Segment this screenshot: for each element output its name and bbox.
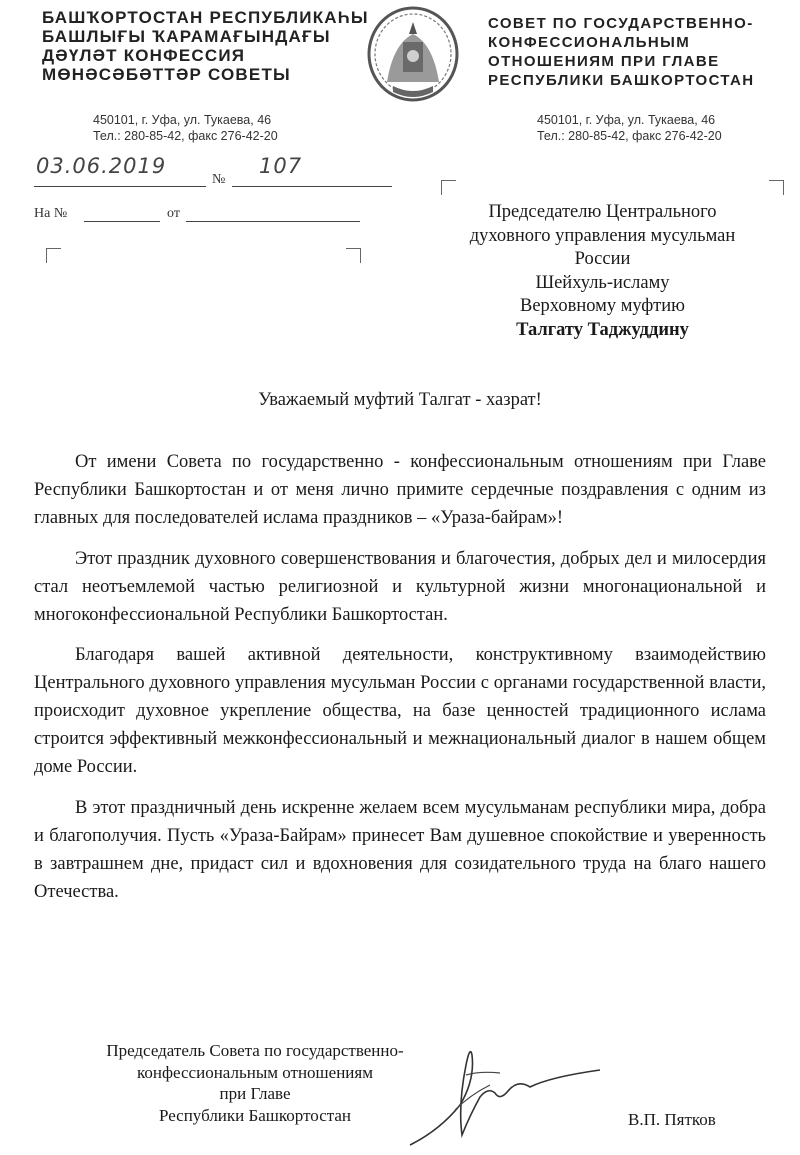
- incoming-reference: [34, 204, 364, 228]
- addressee-line: духовного управления мусульман: [469, 225, 736, 246]
- signer-title-line: Республики Башкортостан: [158, 1105, 352, 1125]
- address-left: [93, 112, 278, 144]
- body-paragraph: Благодаря вашей активной деятельности, конструктивному взаимодействию Центрального духовного управления мусульман России с органами государственной власти, происходит духовное укрепление общества, на базе ценностей традиционного ислама строится эффективный межконфессиональный и межнациональный диалог в нашем общем доме России.: [34, 645, 766, 777]
- address-line: 450101, г. Уфа, ул. Тукаева, 46: [537, 113, 716, 127]
- org-line: КОНФЕССИОНАЛЬНЫМ: [488, 34, 691, 51]
- body-paragraph: В этот праздничный день искренне желаем всем мусульманам республики мира, добра и благополучия. Пусть «Ураза-Байрам» принесет Вам душевное спокойствие и уверенность в завтрашнем дне, придаст сил и вдохновения для созидательного труда на благо нашего Отечества.: [34, 797, 766, 902]
- from-label: от: [167, 206, 180, 221]
- body-paragraph: От имени Совета по государственно - конфессиональным отношениям при Главе Республики Башкортостан и от меня лично примите сердечные поздравления с одним из главных для последователей ислама праздников – «Ураза-байрам»!: [34, 452, 766, 528]
- number-underline: [232, 186, 392, 187]
- from-underline: [186, 221, 360, 222]
- org-line: МӨНӘСӘБӘТТӘР СОВЕТЫ: [42, 65, 291, 84]
- number-label: №: [212, 172, 226, 187]
- frame-corner: [769, 180, 784, 195]
- on-number-underline: [84, 221, 160, 222]
- salutation: Уважаемый муфтий Талгат - хазрат!: [258, 390, 542, 410]
- address-right: [537, 112, 722, 144]
- org-line: РЕСПУБЛИКИ БАШКОРТОСТАН: [488, 72, 755, 89]
- date-underline: [34, 186, 206, 187]
- handwritten-number: 107: [259, 154, 303, 178]
- org-line: ОТНОШЕНИЯМ ПРИ ГЛАВЕ: [488, 53, 720, 70]
- outgoing-reference: [34, 154, 364, 190]
- signer-title-line: конфессиональным отношениям: [137, 1062, 373, 1082]
- phone-line: Тел.: 280-85-42, факс 276-42-20: [537, 129, 722, 143]
- addressee-name: Талгату Таджуддину: [516, 319, 689, 340]
- signer-name: В.П. Пятков: [628, 1110, 716, 1129]
- handwritten-date: 03.06.2019: [36, 154, 167, 178]
- addressee-line: России: [574, 249, 631, 269]
- phone-line: Тел.: 280-85-42, факс 276-42-20: [93, 129, 278, 143]
- signer-title-line: при Главе: [219, 1084, 291, 1103]
- org-line: СОВЕТ ПО ГОСУДАРСТВЕННО-: [488, 15, 754, 32]
- handwritten-signature: [400, 1035, 620, 1150]
- addressee-block: [430, 201, 775, 342]
- organization-name-russian: [488, 14, 788, 90]
- signer-title-line: Председатель Совета по государственно-: [106, 1041, 404, 1060]
- frame-corner: [346, 248, 361, 263]
- letter-body: [34, 448, 766, 918]
- frame-corner: [441, 180, 456, 195]
- org-line: ДӘҮЛӘТ КОНФЕССИЯ: [42, 46, 246, 65]
- org-line: БАШҠОРТОСТАН РЕСПУБЛИКАҺЫ: [42, 8, 369, 27]
- frame-corner: [46, 248, 61, 263]
- addressee-line: Председателю Центрального: [488, 202, 717, 222]
- addressee-line: Шейхуль-исламу: [535, 272, 670, 293]
- coat-of-arms-icon: [363, 4, 463, 109]
- body-paragraph: Этот праздник духовного совершенствования и благочестия, добрых дел и милосердия стал неотъемлемой частью религиозной и культурной жизни многонациональной и многоконфессиональной Республики Башкортостан.: [34, 548, 766, 625]
- on-number-label: На №: [34, 206, 68, 221]
- org-line: БАШЛЫҒЫ ҠАРАМАҒЫНДАҒЫ: [42, 27, 331, 46]
- organization-name-bashkir: [42, 8, 372, 84]
- address-line: 450101, г. Уфа, ул. Тукаева, 46: [93, 113, 272, 127]
- addressee-line: Верховному муфтию: [519, 296, 685, 316]
